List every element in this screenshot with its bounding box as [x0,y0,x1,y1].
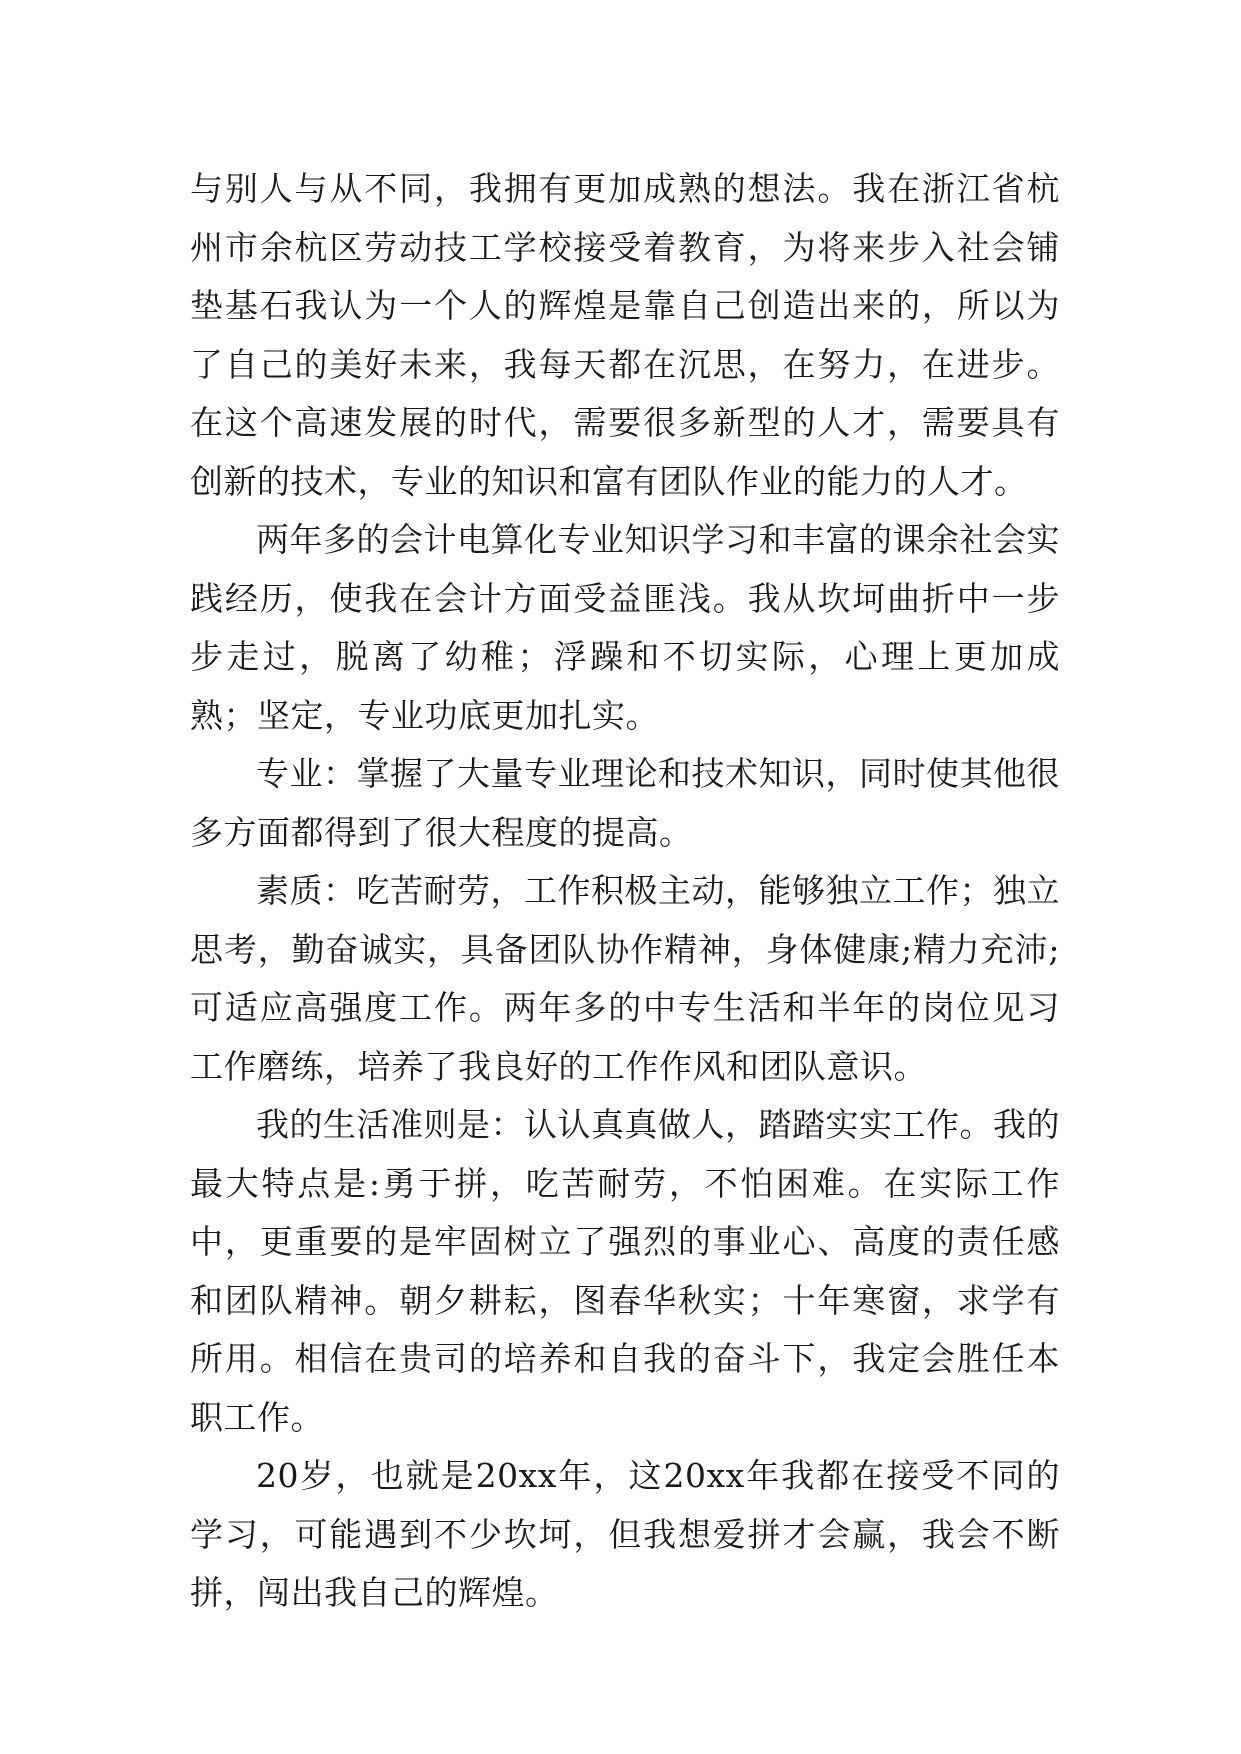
paragraph-1: 与别人与从不同，我拥有更加成熟的想法。我在浙江省杭州市余杭区劳动技工学校接受着教育，为将来步入社会铺垫基石我认为一个人的辉煌是靠自己创造出来的，所以为了自己的美好未来，我每天都在沉思，在努力，在进步。在这个高速发展的时代，需要很多新型的人才，需要具有创新的技术，专业的知识和富有团队作业的能力的人才。 [190,169,1060,501]
paragraph-2: 两年多的会计电算化专业知识学习和丰富的课余社会实践经历，使我在会计方面受益匪浅。我从坎坷曲折中一步步走过，脱离了幼稚；浮躁和不切实际，心理上更加成熟；坚定，专业功底更加扎实。 [190,520,1060,735]
paragraph-6: 20岁，也就是20xx年，这20xx年我都在接受不同的学习，可能遇到不少坎坷，但我想爱拼才会赢，我会不断拼，闯出我自己的辉煌。 [190,1456,1060,1612]
document-body [190,160,1060,1623]
paragraph-5: 我的生活准则是：认认真真做人，踏踏实实工作。我的最大特点是:勇于拼，吃苦耐劳，不怕困难。在实际工作中，更重要的是牢固树立了强烈的事业心、高度的责任感和团队精神。朝夕耕耘，图春华秋实；十年寒窗，求学有所用。相信在贵司的培养和自我的奋斗下，我定会胜任本职工作。 [190,1105,1060,1437]
paragraph-4: 素质：吃苦耐劳，工作积极主动，能够独立工作；独立思考，勤奋诚实，具备团队协作精神，身体健康;精力充沛;可适应高强度工作。两年多的中专生活和半年的岗位见习工作磨练，培养了我良好的工作作风和团队意识。 [190,871,1060,1086]
paragraph-3: 专业：掌握了大量专业理论和技术知识，同时使其他很多方面都得到了很大程度的提高。 [190,754,1060,852]
